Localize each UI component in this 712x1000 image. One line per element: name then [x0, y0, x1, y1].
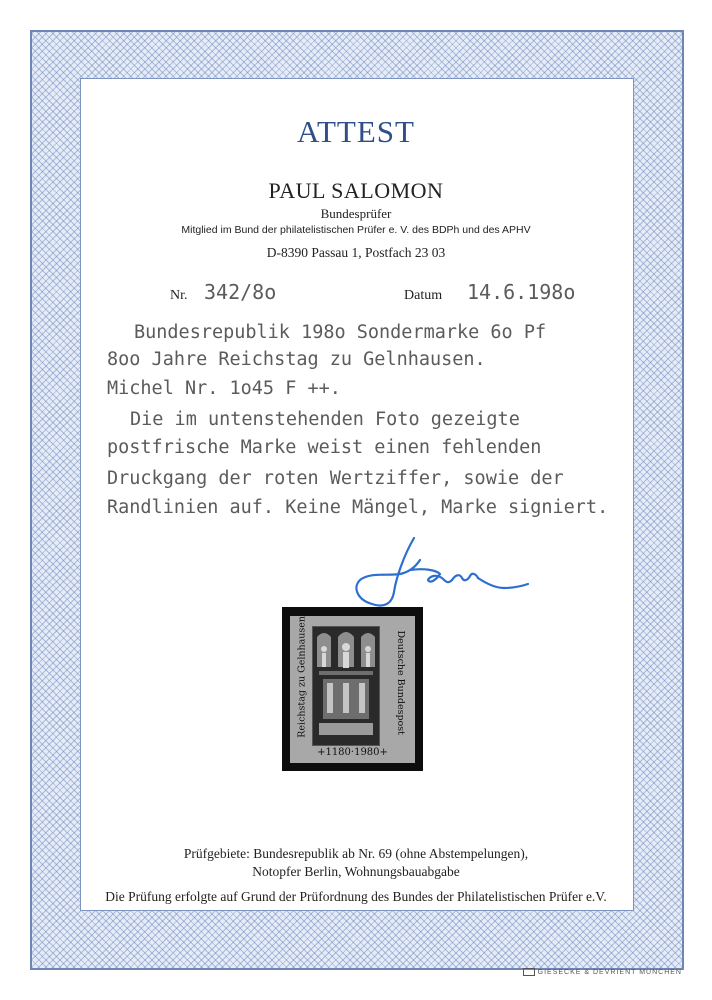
postage-stamp: [290, 616, 415, 763]
body-line: Randlinien auf. Keine Mängel, Marke signiert.: [107, 497, 609, 518]
examination-basis: Die Prüfung erfolgte auf Grund der Prüfordnung des Bundes der Philatelistischen Prüfer e.V.: [105, 889, 607, 904]
membership-line: Mitglied im Bund der philatelistischen Prüfer e. V. des BDPh und des APHV: [181, 224, 531, 236]
body-line: 8oo Jahre Reichstag zu Gelnhausen.: [107, 349, 486, 370]
stamp-image: [312, 626, 380, 746]
printer-name: GIESECKE & DEVRIENT MÜNCHEN: [537, 968, 682, 976]
stamp-arches-icon: [313, 627, 379, 745]
certificate-number-label: Nr.: [170, 288, 188, 303]
certificate-title: ATTEST: [297, 114, 415, 149]
stamp-left-inscription: Reichstag zu Gelnhausen: [296, 616, 308, 738]
printer-logo-icon: [523, 968, 535, 976]
examiner-role: Bundesprüfer: [320, 206, 392, 221]
examination-scope-continued: Notopfer Berlin, Wohnungsbauabgabe: [252, 864, 460, 879]
body-line: Druckgang der roten Wertziffer, sowie der: [107, 468, 564, 489]
examiner-address: D-8390 Passau 1, Postfach 23 03: [266, 245, 446, 260]
stamp-bottom-inscription: +1180·1980+: [317, 747, 388, 758]
examination-scope: Prüfgebiete: Bundesrepublik ab Nr. 69 (ohne Abstempelungen),: [183, 846, 529, 861]
certificate-number-value: 342/8o: [204, 280, 277, 304]
stamp-right-inscription: Deutsche Bundespost: [394, 630, 406, 735]
printer-mark: [523, 968, 682, 976]
body-line: Michel Nr. 1o45 F ++.: [107, 378, 341, 399]
examiner-name: PAUL SALOMON: [268, 178, 444, 203]
body-line: Bundesrepublik 198o Sondermarke 6o Pf: [134, 322, 547, 343]
date-label: Datum: [404, 288, 443, 303]
signature: [344, 530, 534, 612]
date-value: 14.6.198o: [467, 280, 576, 304]
stamp-photo: [282, 607, 423, 771]
body-line: Die im untenstehenden Foto gezeigte: [130, 409, 520, 430]
body-line: postfrische Marke weist einen fehlenden: [107, 437, 542, 458]
